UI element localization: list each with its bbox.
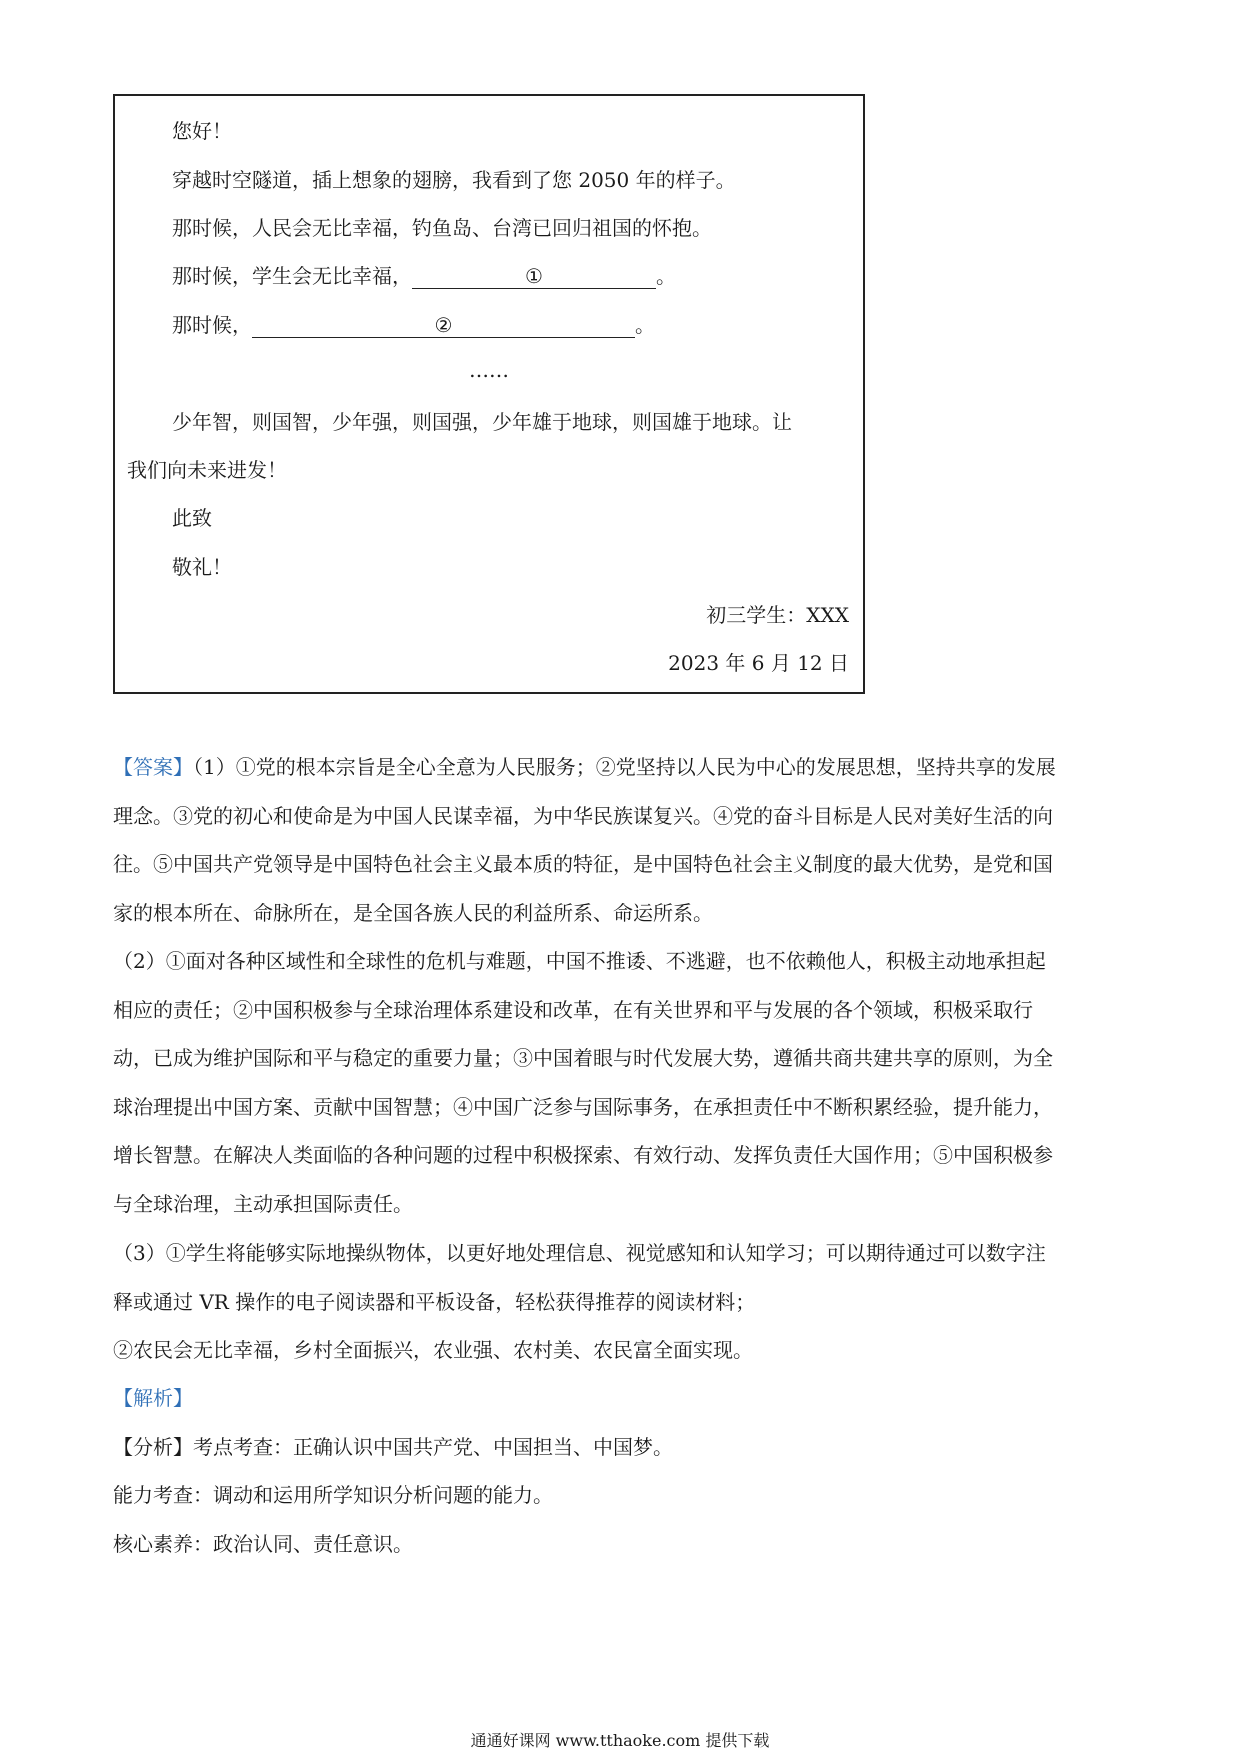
answer-p2-line: （2）①面对各种区域性和全球性的危机与难题，中国不推诿、不逃避，也不依赖他人，积极主动地承担起 — [113, 949, 1046, 973]
letter-signature: 初三学生：XXX — [706, 603, 849, 627]
blank-2-marker: ② — [434, 313, 453, 337]
letter-line-3-prefix: 那时候，学生会无比幸福， — [172, 264, 412, 288]
letter-line-4 — [172, 315, 655, 338]
answer-p1-line: 家的根本所在、命脉所在，是全国各族人民的利益所系、命运所系。 — [113, 900, 713, 925]
answer-p3-line: 释或通过 VR 操作的电子阅读器和平板设备，轻松获得推荐的阅读材料； — [113, 1289, 756, 1314]
answer-p3-line: ②农民会无比幸福，乡村全面振兴，农业强、农村美、农民富全面实现。 — [113, 1338, 753, 1363]
letter-greeting: 您好！ — [172, 119, 232, 143]
answer-p2-line: 增长智慧。在解决人类面临的各种问题的过程中积极探索、有效行动、发挥负责任大国作用；⑤中国积极参 — [113, 1143, 1053, 1168]
letter-line-4-prefix: 那时候， — [172, 313, 252, 337]
letter-date: 2023 年 6 月 12 日 — [668, 651, 849, 675]
answer-p2-line: 球治理提出中国方案、贡献中国智慧；④中国广泛参与国际事务，在承担责任中不断积累经验，提升能力， — [113, 1094, 1053, 1119]
fenxi-label: 【分析】 — [113, 1434, 193, 1459]
analysis-section — [113, 1374, 1129, 1568]
letter-ellipsis: …… — [469, 358, 509, 382]
answer-paragraph-2 — [113, 937, 1129, 1229]
blank-1-marker: ① — [525, 264, 543, 288]
fenxi-text: 考点考查：正确认识中国共产党、中国担当、中国梦。 — [193, 1434, 673, 1459]
fenxi-line — [113, 1423, 1129, 1472]
letter-line-2: 那时候，人民会无比幸福，钓鱼岛、台湾已回归祖国的怀抱。 — [172, 216, 712, 240]
fill-blank-1 — [412, 266, 656, 289]
answer-p1-line: 【答案】（1）①党的根本宗旨是全心全意为人民服务；②党坚持以人民为中心的发展思想，坚持共享的发展 — [113, 755, 1056, 779]
letter-line-3 — [172, 266, 676, 289]
letter-line-1: 穿越时空隧道，插上想象的翅膀，我看到了您 2050 年的样子。 — [172, 168, 736, 192]
letter-box — [113, 94, 865, 694]
letter-closing-b: 我们向未来进发！ — [127, 458, 287, 482]
fill-blank-2 — [252, 315, 635, 338]
letter-line-4-suffix: 。 — [635, 313, 655, 337]
letter-line-3-suffix: 。 — [656, 264, 676, 288]
answer-p1-line: 往。⑤中国共产党领导是中国特色社会主义最本质的特征，是中国特色社会主义制度的最大优势，是党和国 — [113, 852, 1053, 877]
core-line: 核心素养：政治认同、责任意识。 — [113, 1531, 413, 1556]
answer-p2-line: 相应的责任；②中国积极参与全球治理体系建设和改革，在有关世界和平与发展的各个领域，积极采取行 — [113, 997, 1033, 1022]
answer-paragraph-1 — [113, 743, 1129, 937]
letter-salute-2: 敬礼！ — [172, 555, 232, 579]
letter-closing-a: 少年智，则国智，少年强，则国强，少年雄于地球，则国雄于地球。让 — [172, 410, 792, 434]
letter-salute-1: 此致 — [172, 506, 212, 530]
answer-label: 【答案】 — [113, 755, 193, 779]
analysis-label: 【解析】 — [113, 1386, 193, 1410]
answer-p2-line: 与全球治理，主动承担国际责任。 — [113, 1191, 413, 1216]
answer-paragraph-3 — [113, 1229, 1129, 1375]
answer-p1-line: 理念。③党的初心和使命是为中国人民谋幸福，为中华民族谋复兴。④党的奋斗目标是人民对美好生活的向 — [113, 803, 1053, 828]
ability-line: 能力考查：调动和运用所学知识分析问题的能力。 — [113, 1483, 553, 1508]
answer-p3-line: （3）①学生将能够实际地操纵物体，以更好地处理信息、视觉感知和认知学习；可以期待通过可以数字注 — [113, 1241, 1046, 1265]
answer-p2-line: 动，已成为维护国际和平与稳定的重要力量；③中国着眼与时代发展大势，遵循共商共建共享的原则，为全 — [113, 1046, 1053, 1071]
page-footer: 通通好课网 www.tthaoke.com 提供下载 — [470, 1731, 770, 1750]
